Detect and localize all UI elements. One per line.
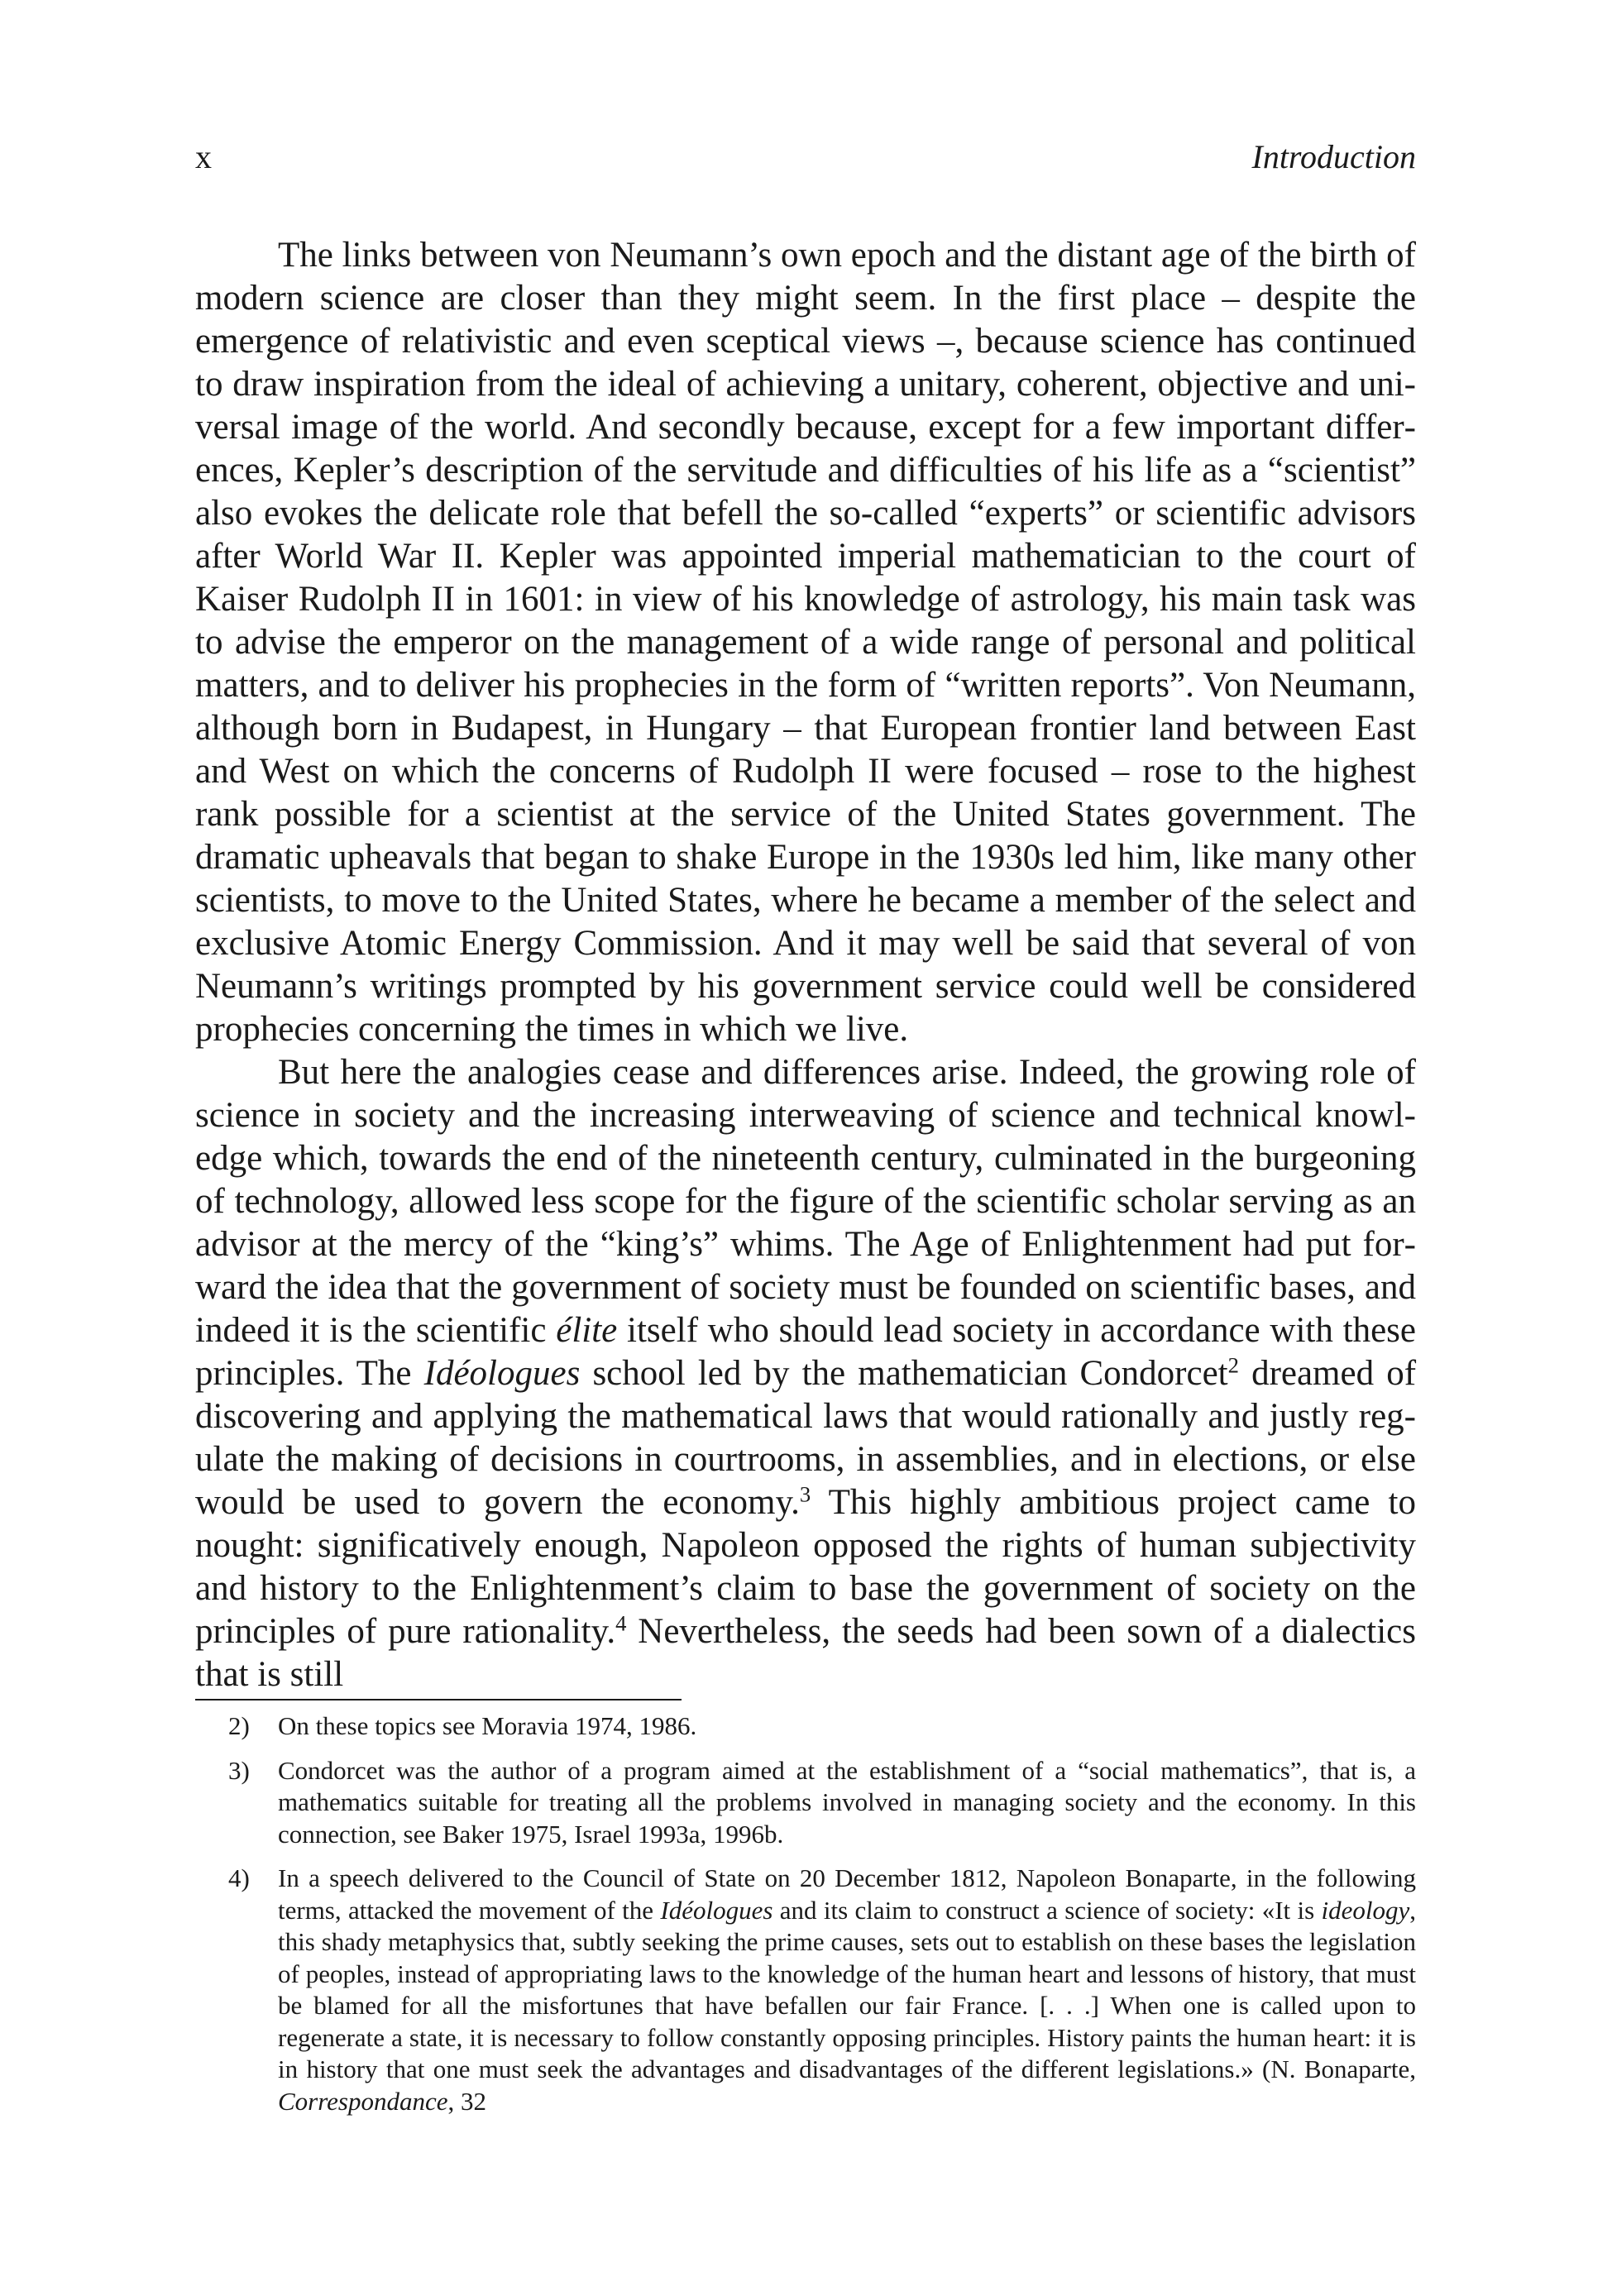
- footnote-3: [195, 1755, 1416, 1851]
- footnote-4-label: 4): [228, 1863, 250, 1892]
- footnote-4: [195, 1863, 1416, 2117]
- footnote-2-text: On these topics see Moravia 1974, 1986.: [278, 1711, 697, 1740]
- footnote-3-text: Condorcet was the author of a program aimed at the establishment of a “social mathematics”, that is, a mathematics suitable for treating all the problems involved in managing society and the economy. In this connection, see Baker 1975, Israel 1993a, 1996b.: [278, 1755, 1416, 1849]
- footnote-ref-3[interactable]: 3: [799, 1481, 811, 1507]
- ideologues-italic: Idéologues: [423, 1354, 581, 1393]
- footnotes: [195, 1710, 1416, 2130]
- footnote-4-correspondance-italic: Correspondance: [278, 2086, 448, 2116]
- footnote-2-label: 2): [228, 1711, 250, 1740]
- footnote-3-label: 3): [228, 1755, 250, 1785]
- paragraph-1: [195, 234, 1416, 1051]
- paragraph-2-text-e: school led by the mathematician Condorcet: [592, 1354, 1228, 1393]
- footnote-rule: [195, 1699, 682, 1700]
- footnote-4-text-g: , 32: [447, 2086, 486, 2116]
- footnote-ref-4[interactable]: 4: [615, 1610, 627, 1636]
- paragraph-2-text-g: This highly ambitious project came to nought: significatively enough, Napoleon opposed the rights of human subjectivity and history to the Enlightenment’s claim to base the government of society on the principles of pure rationality.: [195, 1483, 1416, 1651]
- paragraph-2-text-f: dreamed of discovering and applying the mathematical laws that would rationally and justly regulate the making of decisions in courtrooms, in assemblies, and in elections, or else would be used to govern the economy.: [195, 1354, 1417, 1522]
- footnote-4-ideology-italic: ideology: [1321, 1895, 1410, 1925]
- running-head: [195, 132, 1416, 182]
- section-title: Introduction: [1251, 138, 1416, 175]
- footnote-4-text-e: , this shady metaphysics that, subtly seeking the prime causes, sets out to establish on these bases the legislation of peoples, instead of appropriating laws to the knowledge of the human heart and lessons of history, that must be blamed for all the misfortunes that have befallen our fair France. [. . .] When one is called upon to regenerate a state, it is necessary to follow constantly opposing principles. History paints the human heart: it is in history that one must seek the advantages and disadvantages of the different legislations.» (N. Bonaparte,: [278, 1895, 1417, 2083]
- page-number: x: [195, 138, 212, 175]
- footnote-4-text-c: and its claim to construct a science of society: «It is: [779, 1895, 1315, 1925]
- main-text: [195, 234, 1416, 1696]
- footnote-4-ideologues-italic: Idéologues: [660, 1895, 773, 1925]
- elite-italic: élite: [556, 1311, 618, 1350]
- paragraph-2: [195, 1051, 1416, 1696]
- paragraph-1-text: The links between von Neumann’s own epoch and the distant age of the birth of modern science are closer than they might seem. In the first place – despite the emergence of relativistic and even sceptical views –, because science has continued to draw inspiration from the ideal of achieving a unitary, coherent, objective and universal image of the world. And secondly because, except for a few important differences, Kepler’s description of the servitude and difficulties of his life as a “scientist” also evokes the delicate role that befell the so-called “experts” or scientific advisors after World War II. Kepler was appointed imperial mathematician to the court of Kaiser Rudolph II in 1601: in view of his knowledge of astrology, his main task was to advise the emperor on the management of a wide range of personal and political matters, and to deliver his prophecies in the form of “written reports”. Von Neumann, although born in Budapest, in Hungary – that European frontier land between East and West on which the concerns of Rudolph II were focused – rose to the highest rank possible for a scientist at the service of the United States government. The dramatic upheavals that began to shake Europe in the 1930s led him, like many other scientists, to move to the United States, where he became a member of the select and exclusive Atomic Energy Commission. And it may well be said that several of von Neumann’s writings prompted by his government service could well be considered prophecies concerning the times in which we live.: [195, 236, 1416, 1049]
- footnote-4-text-a: In a speech delivered to the Council of State on 20 December 1812, Napoleon Bonaparte, in the following terms, attacked the movement of the: [278, 1863, 1416, 1925]
- paragraph-2-text-c: itself who should lead society in accordance with these principles. The: [195, 1311, 1416, 1393]
- footnote-ref-2[interactable]: 2: [1227, 1352, 1239, 1378]
- footnote-2: [195, 1710, 1416, 1743]
- paragraph-2-text-h: Nevertheless, the seeds had been sown of a dialectics that is still: [195, 1612, 1417, 1694]
- paragraph-2-text-a: But here the analogies cease and differences arise. Indeed, the growing role of science in society and the increasing interweaving of science and technical knowledge which, towards the end of the nineteenth century, culminated in the burgeoning of technology, allowed less scope for the figure of the scientific scholar serving as an advisor at the mercy of the “king’s” whims. The Age of Enlightenment had put forward the idea that the government of society must be founded on scientific bases, and indeed it is the scientific: [195, 1053, 1416, 1350]
